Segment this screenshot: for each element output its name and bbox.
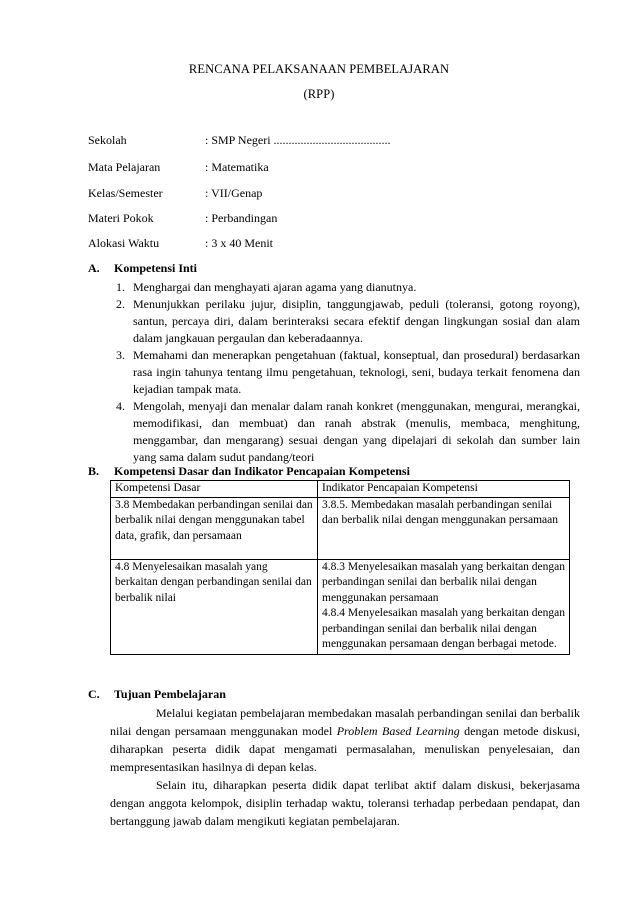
tujuan-paragraph-1-start: Melalui kegiatan pembelajaran membedakan masalah perbandingan senilai dan berbalik nilai dengan persamaan menggunakan model xyxy=(110,706,580,738)
tujuan-paragraph-2-text: Selain itu, diharapkan peserta didik dapat terlibat aktif dalam diskusi, bekerjasama dengan anggota kelompok, disiplin terhadap waktu, toleransi terhadap perbedaan pendapat, dan bertanggung jawab dalam mengikuti kegiatan pembelajaran. xyxy=(110,778,580,828)
tujuan-paragraph-2 xyxy=(110,776,580,830)
section-b-letter: B. xyxy=(88,464,100,478)
list-item xyxy=(110,347,580,398)
model-name: Problem Based Learning xyxy=(336,724,460,738)
identity-value-materi: : Perbandingan xyxy=(205,211,278,225)
identity-label-materi: Materi Pokok xyxy=(88,211,154,225)
identity-value-kelas: : VII/Genap xyxy=(205,186,263,200)
identity-value-alokasi: : 3 x 40 Menit xyxy=(205,236,273,250)
identity-value-mapel: : Matematika xyxy=(205,160,269,174)
identity-label-alokasi: Alokasi Waktu xyxy=(88,236,160,250)
document-title: RENCANA PELAKSANAAN PEMBELAJARAN xyxy=(188,62,450,76)
list-item-number: 4. xyxy=(116,399,125,413)
identity-label-kelas: Kelas/Semester xyxy=(88,186,163,200)
ipk-item: 3.8.5. Membedakan masalah perbandingan senilai dan berbalik nilai dengan menggunakan persamaan xyxy=(322,498,558,526)
ipk-item: 4.8.4 Menyelesaikan masalah yang berkaitan dengan perbandingan senilai dan berbalik nilai dengan menggunakan persamaan dengan berbagai metode. xyxy=(322,607,566,650)
list-item-number: 1. xyxy=(116,280,125,294)
list-item-text: Menunjukkan perilaku jujur, disiplin, tanggungjawab, peduli (toleransi, gotong royong), santun, percaya diri, dalam berinteraksi secara efektif dengan lingkungan sosial dan alam dalam jangkauan pergaulan dan keberadaannya. xyxy=(133,297,580,345)
list-item xyxy=(110,296,580,347)
section-c-letter: C. xyxy=(88,687,100,701)
tujuan-paragraph-1-end: dengan metode diskusi, diharapkan peserta didik dapat mengamati permasalahan, menuliskan penyelesaian, dan mempresentasikan hasilnya di depan kelas. xyxy=(110,724,581,774)
table-row xyxy=(111,559,570,654)
section-b-title: Kompetensi Dasar dan Indikator Pencapaian Kompetensi xyxy=(114,464,410,478)
table-row xyxy=(111,497,570,559)
table-header-row xyxy=(111,481,570,498)
table-cell-kd: 4.8 Menyelesaikan masalah yang berkaitan dengan perbandingan senilai dan berbalik nilai xyxy=(111,559,318,654)
table-cell-ipk xyxy=(318,559,570,654)
section-a-title: Kompetensi Inti xyxy=(114,261,198,275)
table-header-kd: Kompetensi Dasar xyxy=(111,481,318,498)
identity-label-mapel: Mata Pelajaran xyxy=(88,160,161,174)
identity-label-sekolah: Sekolah xyxy=(88,133,127,147)
document-subtitle: (RPP) xyxy=(303,87,335,101)
table-cell-ipk xyxy=(318,497,570,559)
kompetensi-inti-list xyxy=(110,279,580,466)
tujuan-paragraph-1 xyxy=(110,704,580,776)
list-item-text: Memahami dan menerapkan pengetahuan (faktual, konseptual, dan prosedural) berdasarkan rasa ingin tahunya tentang ilmu pengetahuan, teknologi, seni, budaya terkait fenomena dan kejadian tampak mata. xyxy=(133,348,580,396)
identity-value-sekolah: : SMP Negeri ....................................... xyxy=(205,133,391,147)
list-item-number: 3. xyxy=(116,348,125,362)
list-item-number: 2. xyxy=(116,297,125,311)
list-item xyxy=(110,279,580,296)
section-c-title: Tujuan Pembelajaran xyxy=(114,687,226,701)
table-header-ipk: Indikator Pencapaian Kompetensi xyxy=(318,481,570,498)
list-item-text: Mengolah, menyaji dan menalar dalam ranah konkret (menggunakan, mengurai, merangkai, memodifikasi, dan membuat) dan ranah abstrak (menulis, membaca, menghitung, menggambar, dan mengarang) sesuai dengan yang dipelajari di sekolah dan sumber lain yang sama dalam sudut pandang/teori xyxy=(133,399,580,464)
list-item-text: Menghargai dan menghayati ajaran agama yang dianutnya. xyxy=(133,280,417,294)
list-item xyxy=(110,398,580,466)
table-cell-kd: 3.8 Membedakan perbandingan senilai dan berbalik nilai dengan menggunakan tabel data, grafik, dan persamaan xyxy=(111,497,318,559)
kd-ipk-table xyxy=(110,480,570,655)
ipk-item: 4.8.3 Menyelesaikan masalah yang berkaitan dengan perbandingan senilai dan berbalik nilai dengan menggunakan persamaan xyxy=(322,560,566,604)
section-a-letter: A. xyxy=(88,261,100,275)
